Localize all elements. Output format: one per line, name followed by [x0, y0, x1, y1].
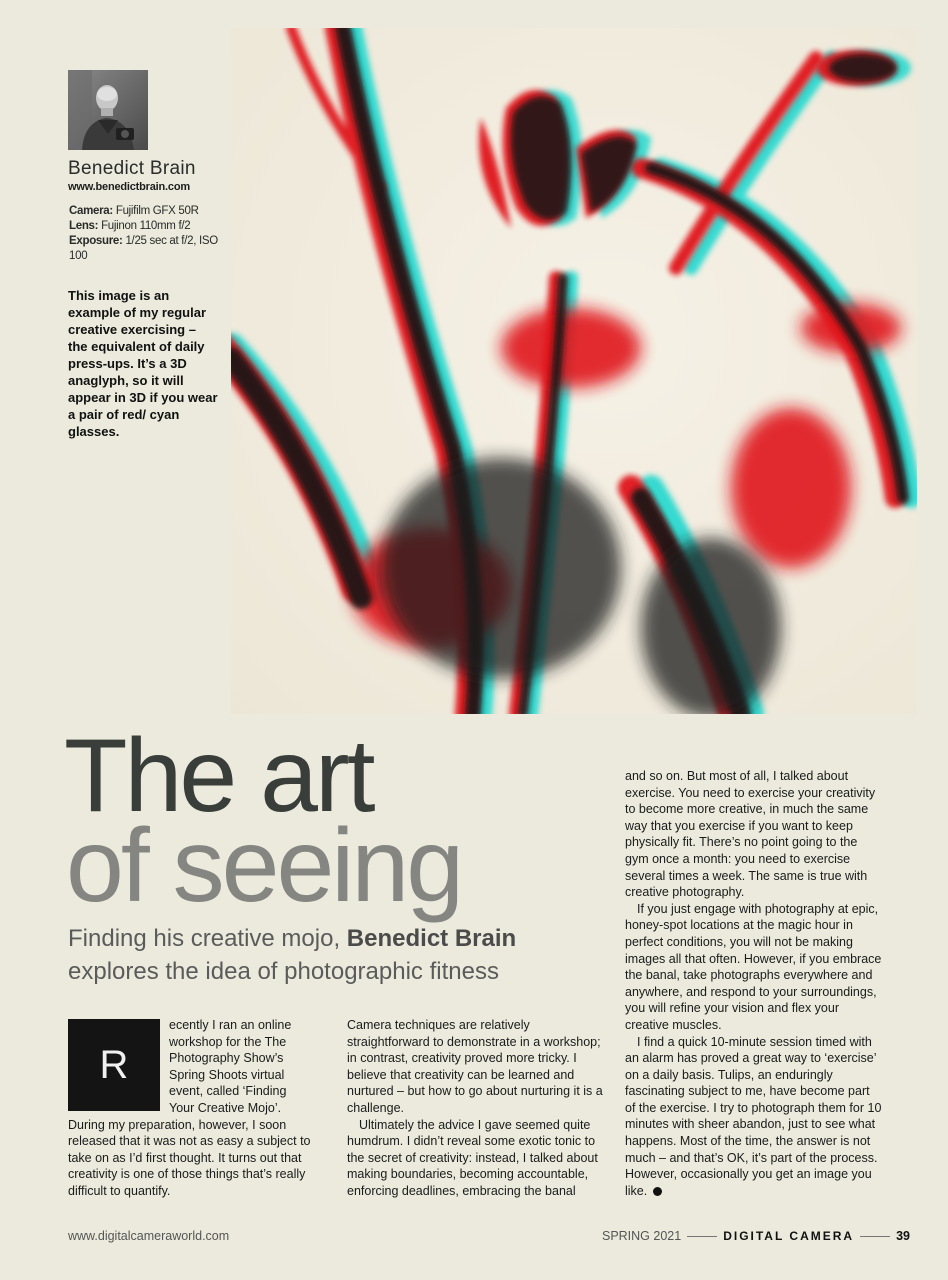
headline-line-1: The art [64, 718, 373, 834]
spec-exposure [69, 234, 219, 264]
body-column-3 [625, 768, 883, 1199]
anaglyph-tulip-photo [231, 28, 917, 714]
author-portrait [68, 70, 148, 150]
footer-magazine-name: DIGITAL CAMERA [723, 1229, 855, 1243]
camera-specs [69, 204, 219, 264]
footer-folio [602, 1229, 910, 1243]
body-paragraph: If you just engage with photography at epic, honey-spot locations at the magic hour in perfect conditions, you will not be making images all that often. However, if you embrace the banal, take photographs everywhere and anywhere, and respond to your surroundings, you will refine your vision and flex your creative muscles. [625, 901, 882, 1032]
footer-issue: SPRING 2021 [601, 1229, 682, 1243]
body-paragraph: and so on. But most of all, I talked about exercise. You need to exercise your creativity to become more creative, in much the same way that you exercise if you want to keep physically fit. There’s no point going to the gym once a month: you need to exercise several times a week. The same is true with creative photography. [625, 769, 876, 900]
drop-cap: R [68, 1019, 160, 1111]
body-paragraph-last [625, 1034, 883, 1200]
standfirst [68, 922, 588, 988]
spec-label: Exposure: [69, 235, 123, 247]
body-paragraph: ecently I ran an online workshop for the The Photography Show’s Spring Shoots virtual event, called ‘Finding Your Creative Mojo’. During my preparation, however, I soon released that it was not as easy a subject to take on as I’d first thought. It turns out that creativity is one of those things that’s really difficult to quantify. [68, 1018, 311, 1198]
author-website[interactable]: www.benedictbrain.com [68, 181, 190, 193]
standfirst-rest: explores the idea of photographic fitness [68, 958, 499, 985]
body-column-1 [68, 1017, 312, 1200]
footer-rule [687, 1236, 717, 1237]
spec-lens [69, 219, 219, 234]
headline-line-2: of seeing [66, 808, 462, 924]
body-paragraph: Ultimately the advice I gave seemed quite humdrum. I didn’t reveal some exotic tonic to the secret of creativity: instead, I talked about making boundaries, becoming accountable, enforcing deadlines, embracing the banal [347, 1117, 598, 1198]
body-column-2 [347, 1017, 609, 1200]
footer-website[interactable]: www.digitalcameraworld.com [68, 1229, 230, 1243]
image-caption: This image is an example of my regular creative exercising – the equivalent of daily press-ups. It’s a 3D anaglyph, so it will appear in 3D if you wear a pair of red/ cyan glasses. [68, 288, 218, 439]
spec-label: Camera: [69, 205, 113, 217]
footer-rule [860, 1236, 890, 1237]
page-number: 39 [896, 1229, 910, 1243]
author-name: Benedict Brain [68, 158, 196, 179]
spec-camera [69, 204, 219, 219]
spec-value: Fujinon 110mm f/2 [101, 220, 191, 232]
body-paragraph-text: I find a quick 10-minute session timed with an alarm has proved a great way to ‘exercise’ on a daily basis. Tulips, an enduringly fascinating subject to me, have become part of the exercise. I try to photograph them for 10 minutes with sheer abandon, just to see what happens. Most of the time, the answer is not much – and that’s OK, it’s part of the process. However, occasionally you get an image you like. [625, 1034, 882, 1198]
end-mark-icon [653, 1187, 662, 1196]
spec-value: 1/25 sec at f/2, ISO 100 [69, 235, 218, 262]
standfirst-lead: Finding his creative mojo, [68, 925, 347, 952]
body-paragraph: Camera techniques are relatively straightforward to demonstrate in a workshop; in contrast, creativity proved more tricky. I believe that creativity can be learned and nurtured – but how to go about nurturing it is a challenge. [347, 1018, 603, 1115]
standfirst-author: Benedict Brain [346, 925, 517, 952]
spec-label: Lens: [69, 220, 99, 232]
spec-value: Fujifilm GFX 50R [115, 205, 199, 217]
